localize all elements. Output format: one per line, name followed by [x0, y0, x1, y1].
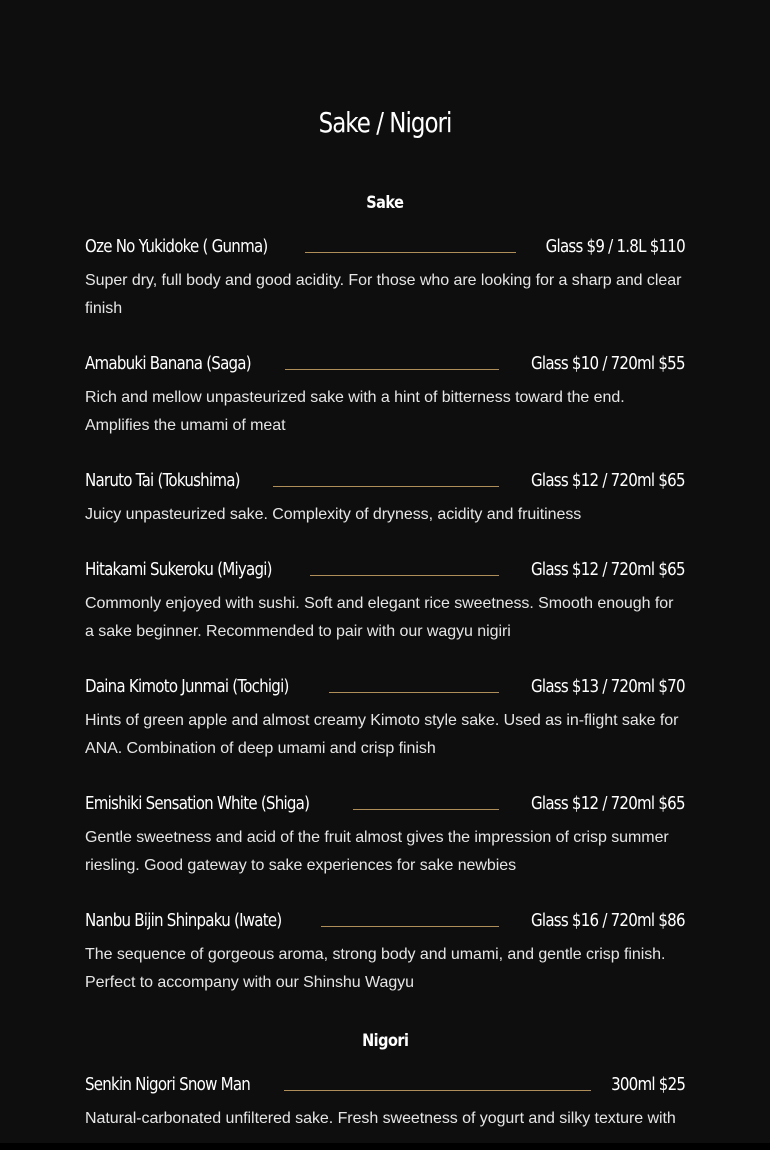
menu-item	[85, 556, 685, 646]
leader-line	[284, 1090, 591, 1091]
menu-item-description: Juicy unpasteurized sake. Complexity of dryness, acidity and fruitiness	[85, 506, 582, 523]
menu-item-name: Senkin Nigori Snow Man	[85, 1075, 251, 1095]
menu-item	[85, 673, 685, 763]
section-nigori	[85, 1024, 685, 1133]
bottom-edge-bar	[0, 1143, 770, 1150]
menu-item-description: Natural-carbonated unfiltered sake. Fresh sweetness of yogurt and silky texture with	[85, 1110, 676, 1127]
menu-item-price: 300ml $25	[610, 1075, 685, 1095]
menu-item-description: Hints of green apple and almost creamy Kimoto style sake. Used as in-flight sake for ANA. Combination of deep umami and crisp finish	[85, 712, 679, 757]
leader-line	[310, 575, 499, 576]
menu-item-price: Glass $13 / 720ml $70	[531, 677, 685, 697]
menu-item	[85, 233, 685, 323]
menu-item-header	[85, 1071, 685, 1099]
menu-item-header	[85, 467, 685, 495]
menu-item-price: Glass $12 / 720ml $65	[531, 471, 685, 491]
menu-item-name: Emishiki Sensation White (Shiga)	[85, 794, 310, 814]
section-heading-sake: Sake	[366, 193, 404, 213]
leader-line	[321, 926, 499, 927]
menu-item-header	[85, 907, 685, 935]
menu-item	[85, 467, 685, 529]
section-heading-nigori: Nigori	[361, 1031, 409, 1051]
leader-line	[305, 252, 516, 253]
menu-item-name: Hitakami Sukeroku (Miyagi)	[85, 560, 272, 580]
page-title: Sake / Nigori	[318, 106, 452, 139]
menu-content	[85, 186, 685, 1133]
menu-item-description: Super dry, full body and good acidity. For those who are looking for a sharp and clear finish	[85, 272, 682, 317]
menu-item-description: Commonly enjoyed with sushi. Soft and elegant rice sweetness. Smooth enough for a sake beginner. Recommended to pair with our wagyu nigiri	[85, 595, 674, 640]
menu-item-description: Gentle sweetness and acid of the fruit almost gives the impression of crisp summer riesling. Good gateway to sake experiences for sake newbies	[85, 829, 669, 874]
menu-item	[85, 790, 685, 880]
menu-item-price: Glass $9 / 1.8L $110	[545, 237, 685, 257]
menu-item-header	[85, 233, 685, 261]
menu-item-name: Naruto Tai (Tokushima)	[85, 471, 240, 491]
menu-item	[85, 907, 685, 997]
menu-item-name: Amabuki Banana (Saga)	[85, 354, 251, 374]
leader-line	[285, 369, 498, 370]
menu-item-name: Daina Kimoto Junmai (Tochigi)	[85, 677, 289, 697]
menu-item	[85, 1071, 685, 1133]
menu-item-header	[85, 556, 685, 584]
menu-item-price: Glass $12 / 720ml $65	[531, 794, 685, 814]
menu-item-name: Oze No Yukidoke ( Gunma)	[85, 237, 268, 257]
menu-item	[85, 350, 685, 440]
leader-line	[329, 692, 498, 693]
menu-item-description: The sequence of gorgeous aroma, strong body and umami, and gentle crisp finish. Perfect to accompany with our Shinshu Wagyu	[85, 946, 666, 991]
menu-item-header	[85, 350, 685, 378]
menu-item-header	[85, 790, 685, 818]
leader-line	[353, 809, 498, 810]
menu-item-header	[85, 673, 685, 701]
leader-line	[273, 486, 499, 487]
section-sake	[85, 186, 685, 997]
menu-item-price: Glass $10 / 720ml $55	[531, 354, 685, 374]
menu-item-price: Glass $12 / 720ml $65	[531, 560, 685, 580]
menu-item-price: Glass $16 / 720ml $86	[531, 911, 685, 931]
menu-item-name: Nanbu Bijin Shinpaku (Iwate)	[85, 911, 282, 931]
menu-item-description: Rich and mellow unpasteurized sake with a hint of bitterness toward the end. Amplifies the umami of meat	[85, 389, 625, 434]
